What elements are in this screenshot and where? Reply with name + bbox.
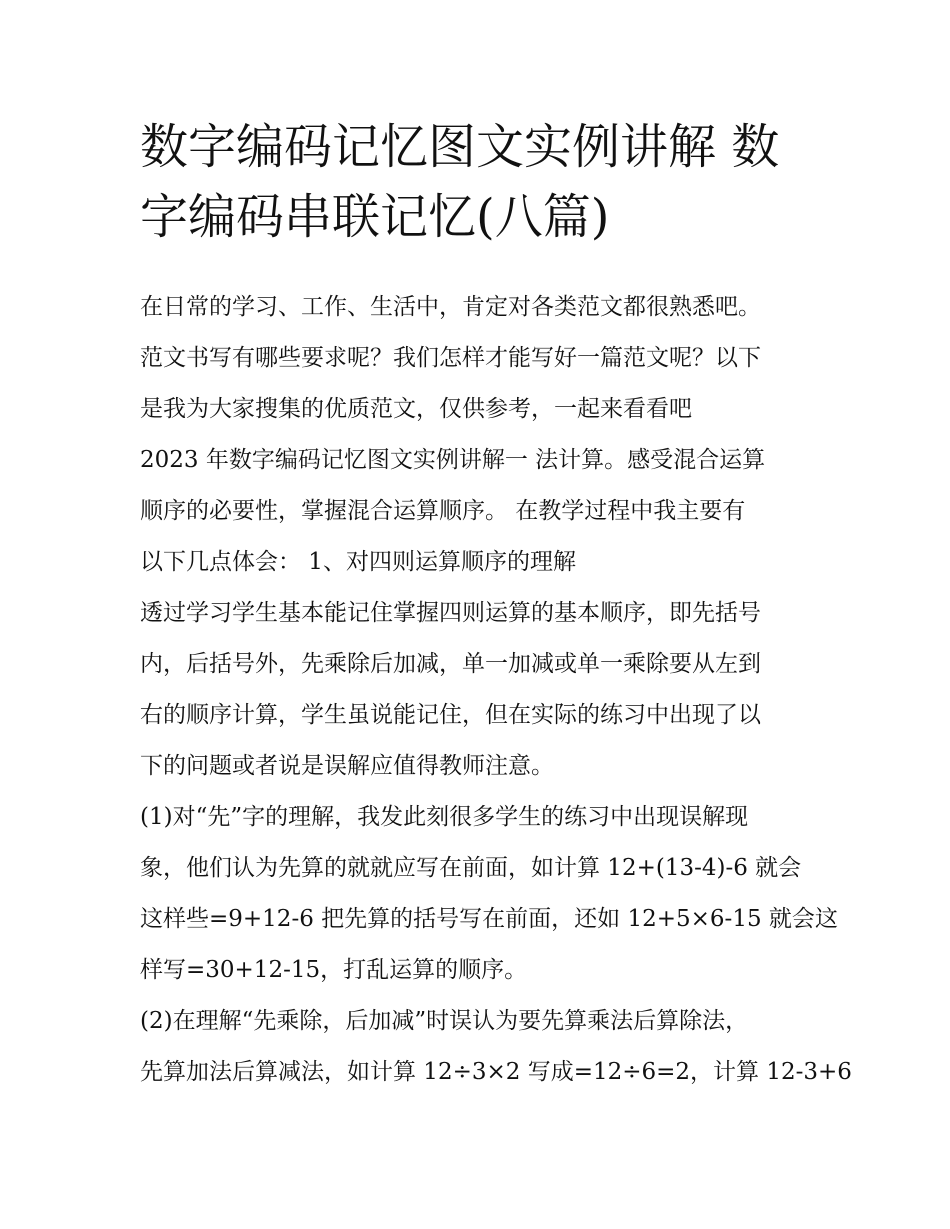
body-line: 2023 年数字编码记忆图文实例讲解一 法计算。感受混合运算 xyxy=(140,447,766,473)
body-line: 下的问题或者说是误解应值得教师注意。 xyxy=(140,753,554,779)
body-line: 透过学习学生基本能记住掌握四则运算的基本顺序，即先括号 xyxy=(140,600,761,626)
body-line: 内，后括号外，先乘除后加减，单一加减或单一乘除要从左到 xyxy=(140,651,761,677)
body-line: 在日常的学习、工作、生活中，肯定对各类范文都很熟悉吧。 xyxy=(140,294,761,320)
body-line: 象，他们认为先算的就就应写在前面，如计算 12+(13-4)-6 就会 xyxy=(140,855,802,881)
body-line: 顺序的必要性，掌握混合运算顺序。 在教学过程中我主要有 xyxy=(140,498,746,524)
body-line: 先算加法后算减法，如计算 12÷3×2 写成=12÷6=2，计算 12-3+6 xyxy=(140,1059,852,1085)
document-title xyxy=(140,112,830,252)
body-line: 是我为大家搜集的优质范文，仅供参考，一起来看看吧 xyxy=(140,396,692,422)
body-line: 以下几点体会： 1、对四则运算顺序的理解 xyxy=(140,549,576,575)
document-body xyxy=(140,282,852,1098)
body-line: 这样些=9+12-6 把先算的括号写在前面，还如 12+5×6-15 就会这 xyxy=(140,906,838,932)
title-line: 数字编码记忆图文实例讲解 数 xyxy=(140,119,780,175)
title-line: 字编码串联记忆(八篇) xyxy=(140,189,610,245)
body-line: (1)对“先”字的理解，我发此刻很多学生的练习中出现误解现 xyxy=(140,804,749,830)
body-line: (2)在理解“先乘除，后加减”时误认为要先算乘法后算除法， xyxy=(140,1008,749,1034)
body-line: 样写=30+12-15，打乱运算的顺序。 xyxy=(140,957,528,983)
body-line: 范文书写有哪些要求呢？我们怎样才能写好一篇范文呢？以下 xyxy=(140,345,761,371)
body-line: 右的顺序计算，学生虽说能记住，但在实际的练习中出现了以 xyxy=(140,702,761,728)
